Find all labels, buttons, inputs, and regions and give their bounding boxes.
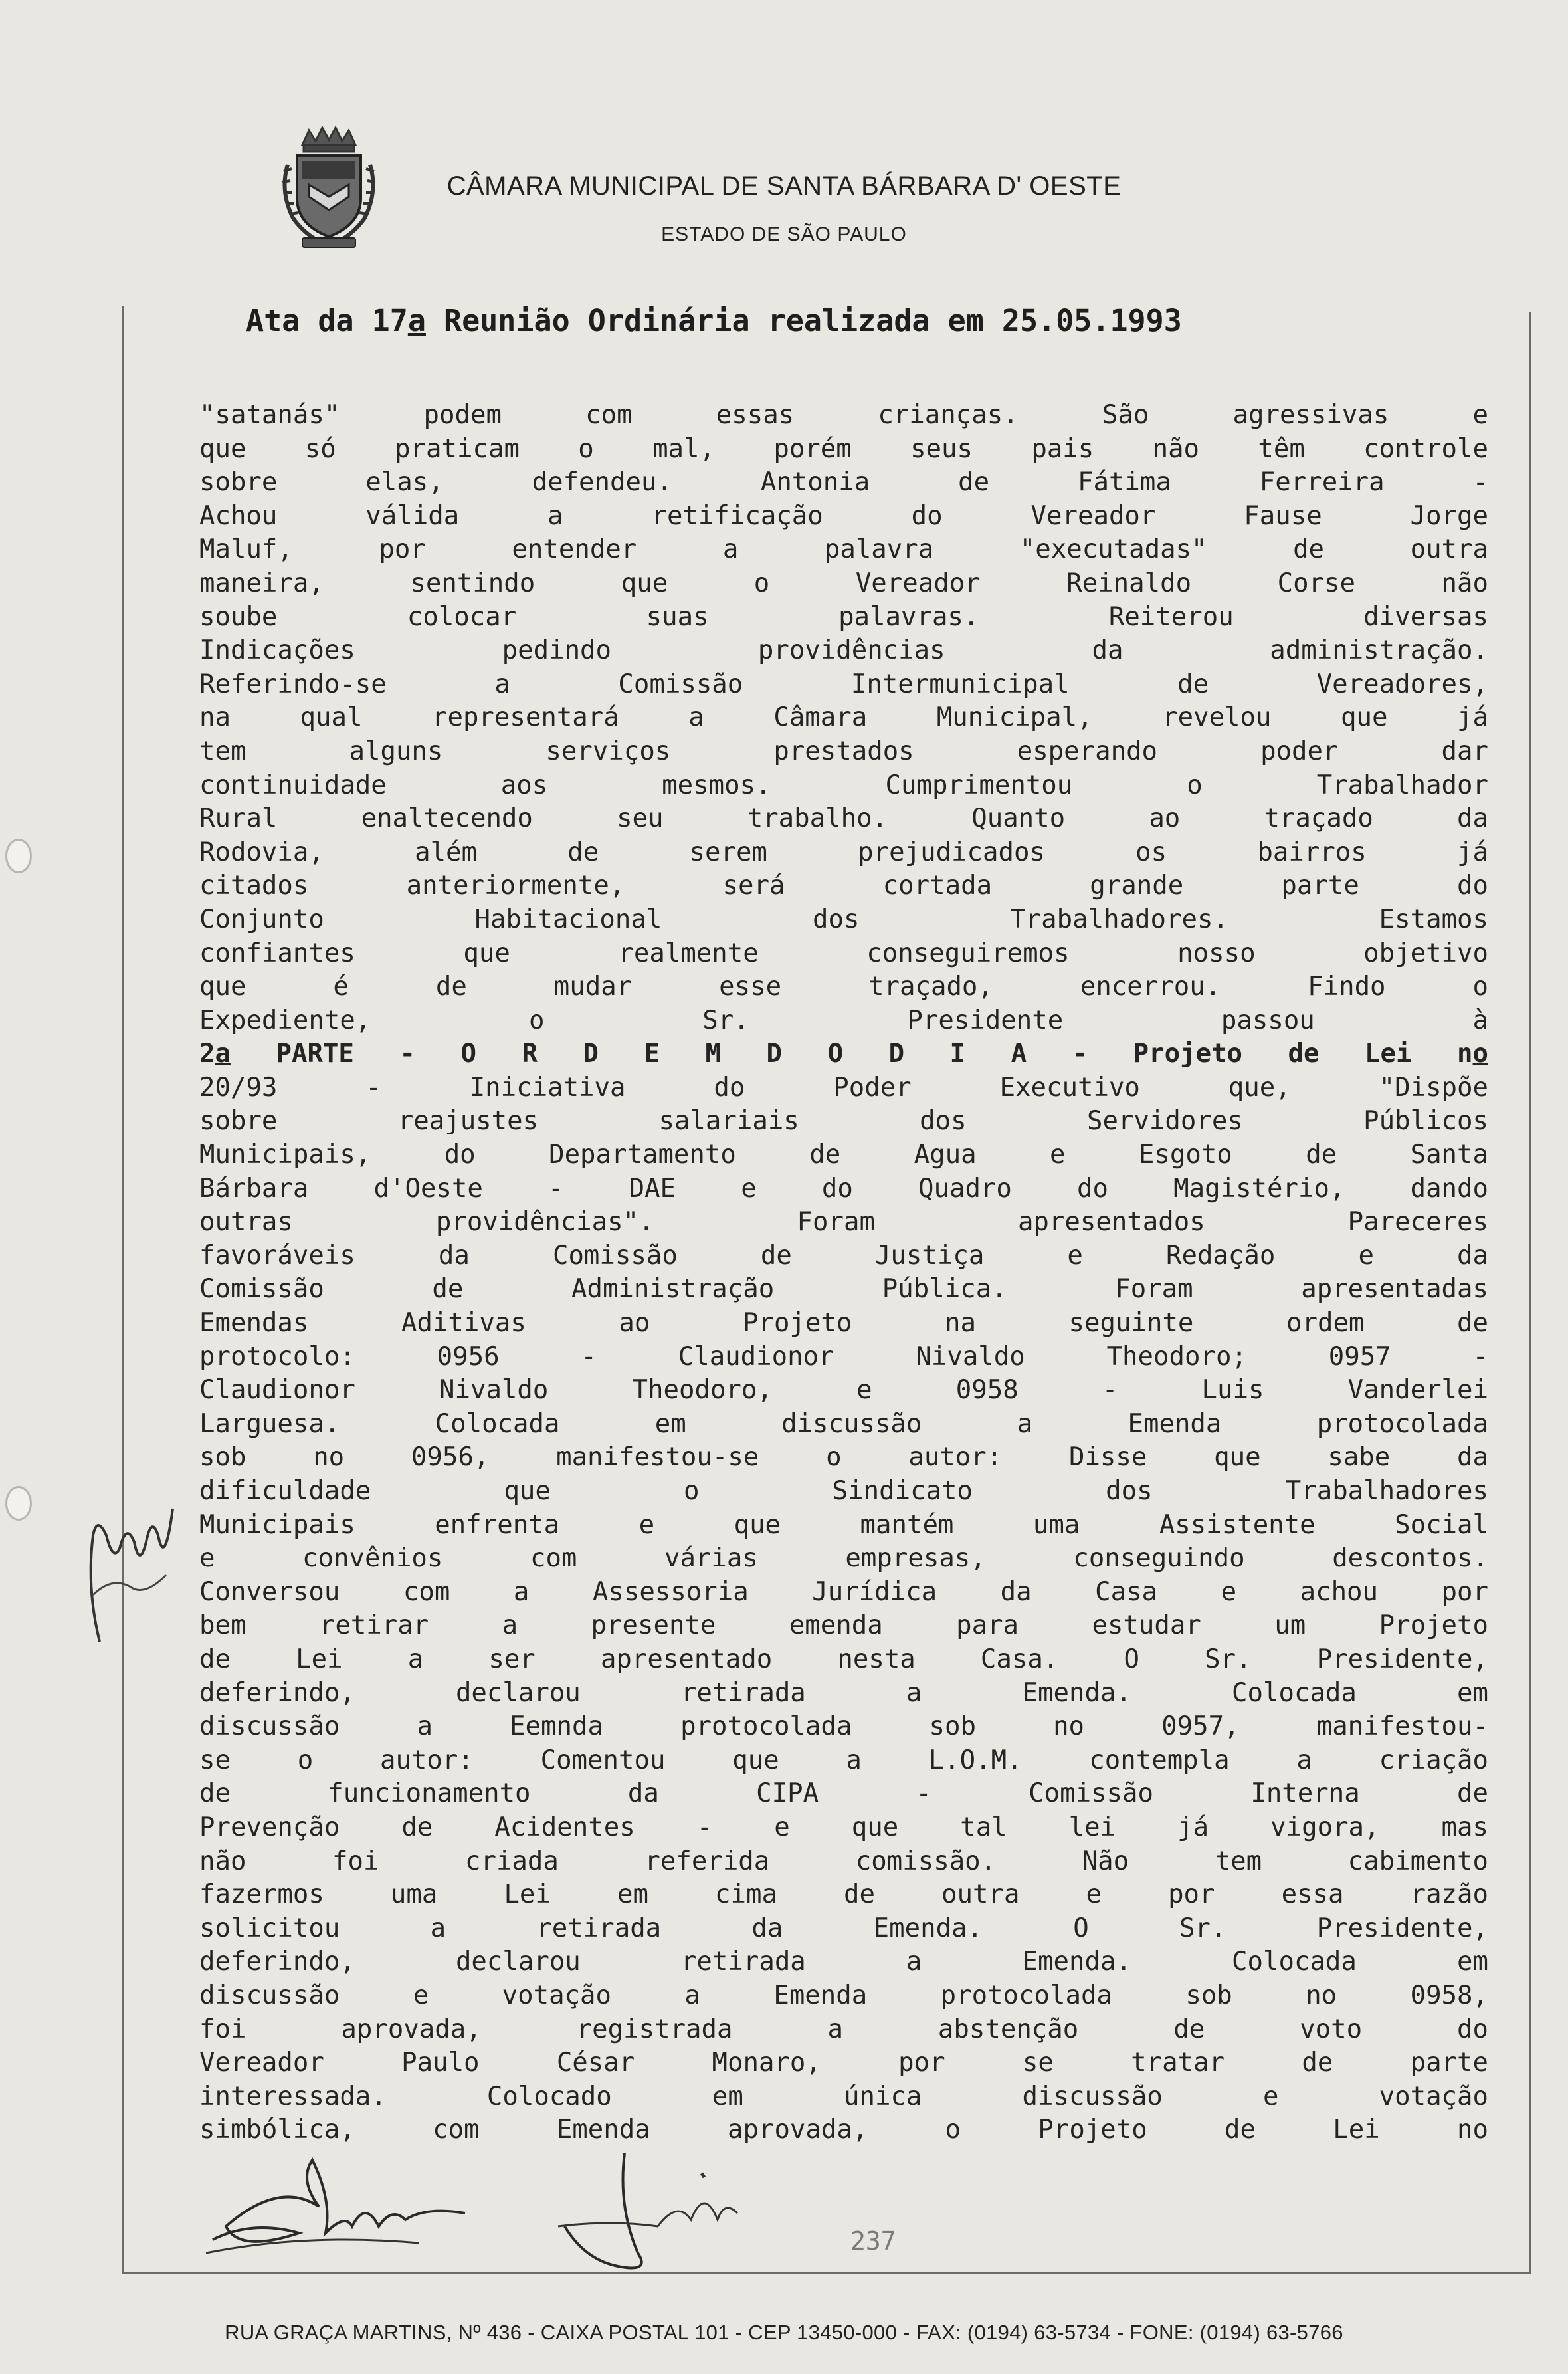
institution-name: CÂMARA MUNICIPAL DE SANTA BÁRBARA D' OESTE bbox=[446, 171, 1122, 201]
text-line: bem retirar a presente emenda para estudar um Projeto bbox=[199, 1610, 1488, 1641]
title-prefix: Ata da 17 bbox=[246, 303, 408, 338]
text-line: Expediente, o Sr. Presidente passou à bbox=[199, 1005, 1488, 1035]
president-signature bbox=[199, 2153, 478, 2266]
text-line: sobre elas, defendeu. Antonia de Fátima Ferreira - bbox=[199, 467, 1488, 498]
text-line: Claudionor Nivaldo Theodoro, e 0958 - Luis Vanderlei bbox=[199, 1375, 1488, 1406]
text-line: soube colocar suas palavras. Reiterou diversas bbox=[199, 601, 1488, 632]
text-line: dificuldade que o Sindicato dos Trabalhadores bbox=[199, 1476, 1488, 1506]
text-line: deferindo, declarou retirada a Emenda. Colocada em bbox=[199, 1947, 1488, 1977]
text-line: 20/93 - Iniciativa do Poder Executivo que, "Dispõe bbox=[199, 1072, 1488, 1103]
state-name: ESTADO DE SÃO PAULO bbox=[661, 223, 907, 245]
text-line: discussão a Eemnda protocolada sob no 0957, manifestou- bbox=[199, 1711, 1488, 1742]
right-margin-rule bbox=[1529, 312, 1531, 2273]
text-line: maneira, sentindo que o Vereador Reinaldo Corse não bbox=[199, 568, 1488, 598]
text-line: e convênios com várias empresas, conseguindo descontos. bbox=[199, 1543, 1488, 1574]
text-line: sobre reajustes salariais dos Servidores Públicos bbox=[199, 1106, 1488, 1136]
secretary-signature bbox=[545, 2147, 744, 2280]
left-margin-rule bbox=[122, 306, 124, 2273]
text-line: tem alguns serviços prestados esperando poder dar bbox=[199, 736, 1488, 766]
text-line: simbólica, com Emenda aprovada, o Projeto de Lei no bbox=[199, 2115, 1488, 2145]
text-line: Municipais enfrenta e que mantém uma Assistente Social bbox=[199, 1509, 1488, 1540]
text-line: Rural enaltecendo seu trabalho. Quanto ao traçado da bbox=[199, 804, 1488, 834]
number-ordinal: o bbox=[1472, 1039, 1488, 1069]
text-line: Rodovia, além de serem prejudicados os bairros já bbox=[199, 837, 1488, 867]
text-line: discussão e votação a Emenda protocolada sob no 0958, bbox=[199, 1980, 1488, 2010]
text-line: Maluf, por entender a palavra "executadas" de outra bbox=[199, 534, 1488, 565]
part-text: PARTE - O R D E M D O D I A - Projeto de Lei n bbox=[230, 1039, 1473, 1069]
text-line: citados anteriormente, será cortada grande parte do bbox=[199, 871, 1488, 901]
text-line: continuidade aos mesmos. Cumprimentou o Trabalhador bbox=[199, 770, 1488, 800]
text-line: confiantes que realmente conseguiremos nosso objetivo bbox=[199, 938, 1488, 968]
part-ordinal: a bbox=[215, 1039, 231, 1069]
text-line: se o autor: Comentou que a L.O.M. contempla a criação bbox=[199, 1745, 1488, 1775]
text-line: protocolo: 0956 - Claudionor Nivaldo Theodoro; 0957 - bbox=[199, 1341, 1488, 1372]
text-line: não foi criada referida comissão. Não tem cabimento bbox=[199, 1846, 1488, 1876]
text-line: Vereador Paulo César Monaro, por se tratar de parte bbox=[199, 2048, 1488, 2078]
text-line: Conversou com a Assessoria Jurídica da Casa e achou por bbox=[199, 1576, 1488, 1607]
text-line: deferindo, declarou retirada a Emenda. Colocada em bbox=[199, 1677, 1488, 1708]
text-line: Larguesa. Colocada em discussão a Emenda protocolada bbox=[199, 1408, 1488, 1439]
order-of-day-line bbox=[199, 1037, 1488, 1071]
title-ordinal: a bbox=[407, 303, 426, 338]
text-line: que é de mudar esse traçado, encerrou. Findo o bbox=[199, 972, 1488, 1002]
page-number: 237 bbox=[850, 2226, 896, 2256]
text-line: de funcionamento da CIPA - Comissão Interna de bbox=[199, 1779, 1488, 1809]
minutes-body bbox=[199, 399, 1488, 2147]
text-line: Achou válida a retificação do Vereador Fause Jorge bbox=[199, 500, 1488, 531]
text-line: Indicações pedindo providências da administração. bbox=[199, 635, 1488, 666]
footer-address: RUA GRAÇA MARTINS, Nº 436 - CAIXA POSTAL 101 - CEP 13450-000 - FAX: (0194) 63-5734 - FONE: (0194) 63-5766 bbox=[225, 2321, 1343, 2344]
footer-rule bbox=[122, 2272, 1531, 2274]
text-line: na qual representará a Câmara Municipal, revelou que já bbox=[199, 702, 1488, 733]
text-line: sob no 0956, manifestou-se o autor: Disse que sabe da bbox=[199, 1442, 1488, 1473]
text-line: foi aprovada, registrada a abstenção de voto do bbox=[199, 2014, 1488, 2044]
text-line: interessada. Colocado em única discussão e votação bbox=[199, 2081, 1488, 2111]
text-line: Emendas Aditivas ao Projeto na seguinte ordem de bbox=[199, 1308, 1488, 1339]
punch-hole-top bbox=[5, 839, 32, 873]
text-line: Municipais, do Departamento de Agua e Esgoto de Santa bbox=[199, 1140, 1488, 1170]
text-line: Conjunto Habitacional dos Trabalhadores. Estamos bbox=[199, 904, 1488, 934]
minutes-title bbox=[246, 303, 1468, 338]
text-line: Referindo-se a Comissão Intermunicipal de Vereadores, bbox=[199, 669, 1488, 699]
text-line: Bárbara d'Oeste - DAE e do Quadro do Magistério, dando bbox=[199, 1173, 1488, 1204]
text-line: de Lei a ser apresentado nesta Casa. O Sr. Presidente, bbox=[199, 1644, 1488, 1674]
text-line: Comissão de Administração Pública. Foram apresentadas bbox=[199, 1274, 1488, 1305]
margin-rubric-signature bbox=[73, 1495, 193, 1655]
text-line: que só praticam o mal, porém seus pais não têm controle bbox=[199, 433, 1488, 464]
text-line: Prevenção de Acidentes - e que tal lei já vigora, mas bbox=[199, 1812, 1488, 1842]
text-line: solicitou a retirada da Emenda. O Sr. Presidente, bbox=[199, 1913, 1488, 1943]
title-rest: Reunião Ordinária realizada em 25.05.1993 bbox=[425, 303, 1182, 338]
text-line: "satanás" podem com essas crianças. São agressivas e bbox=[199, 400, 1488, 430]
text-line: fazermos uma Lei em cima de outra e por essa razão bbox=[199, 1880, 1488, 1910]
part-number: 2 bbox=[199, 1039, 215, 1069]
text-line: outras providências". Foram apresentados Pareceres bbox=[199, 1207, 1488, 1238]
text-line: favoráveis da Comissão de Justiça e Redação e da bbox=[199, 1240, 1488, 1271]
punch-hole-bottom bbox=[5, 1486, 32, 1521]
